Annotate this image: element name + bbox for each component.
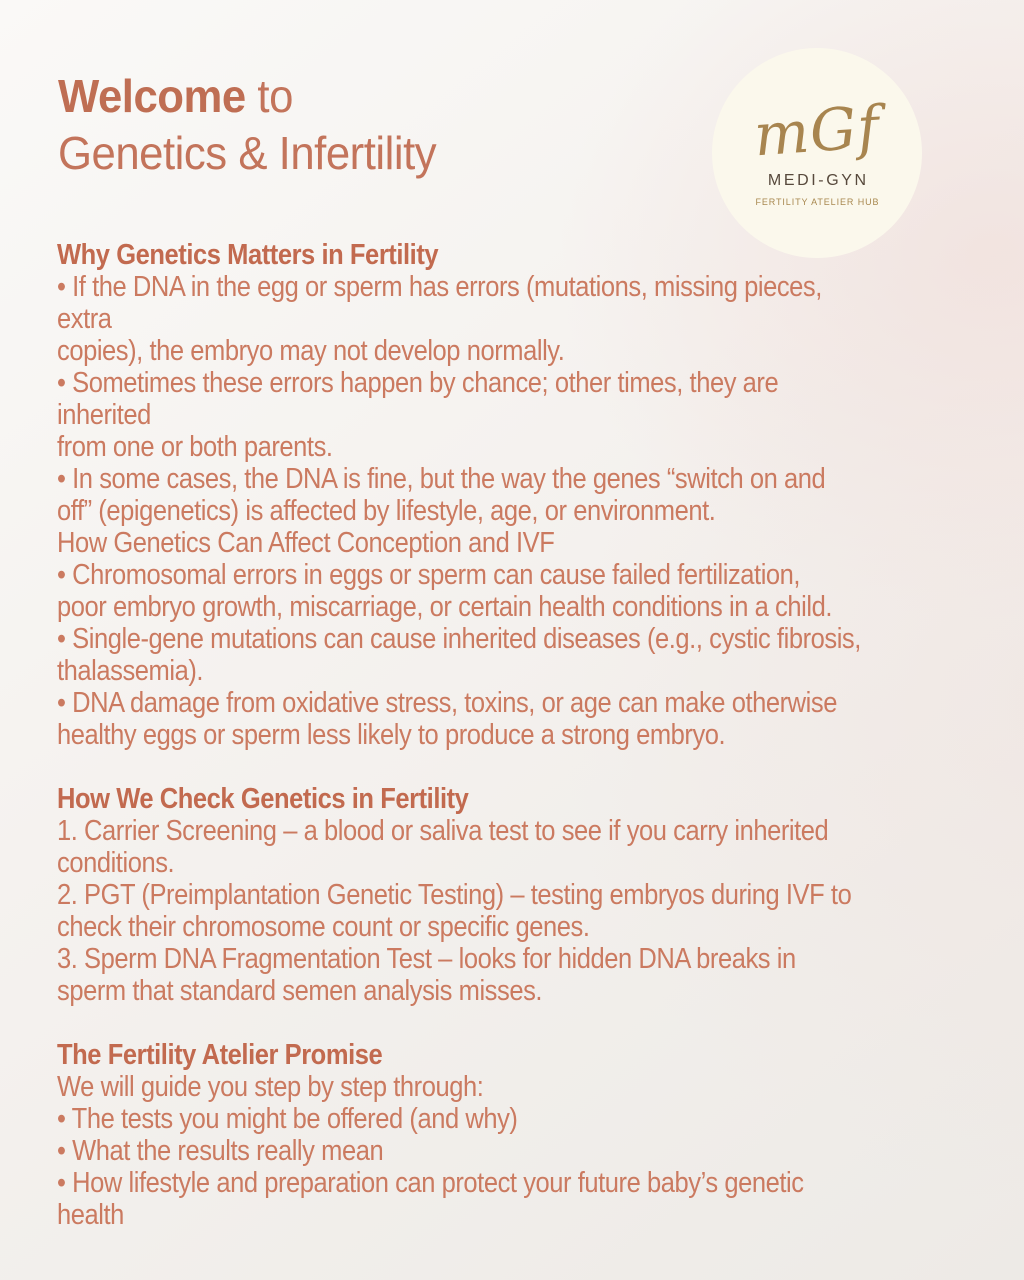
body-line: • How lifestyle and preparation can protect your future baby’s genetic bbox=[57, 1167, 804, 1199]
body-line: 1. Carrier Screening – a blood or saliva test to see if you carry inherited bbox=[57, 815, 829, 847]
body-line: health bbox=[57, 1199, 124, 1231]
body-line: healthy eggs or sperm less likely to produce a strong embryo. bbox=[57, 719, 726, 751]
body-line: check their chromosome count or specific genes. bbox=[57, 911, 590, 943]
section-why-genetics-matters bbox=[57, 239, 937, 751]
section-heading: Why Genetics Matters in Fertility bbox=[57, 239, 439, 271]
body-line: thalassemia). bbox=[57, 655, 204, 687]
page-title bbox=[58, 68, 436, 182]
body-line: extra bbox=[57, 303, 112, 335]
subheading-how-genetics-affects-ivf: How Genetics Can Affect Conception and IVF bbox=[57, 527, 555, 559]
section-fertility-atelier-promise bbox=[57, 1039, 937, 1231]
logo-tagline: FERTILITY ATELIER HUB bbox=[755, 196, 880, 207]
body-line: 2. PGT (Preimplantation Genetic Testing) – testing embryos during IVF to bbox=[57, 879, 852, 911]
title-to: to bbox=[245, 70, 293, 122]
body-line: off” (epigenetics) is affected by lifestyle, age, or environment. bbox=[57, 495, 716, 527]
body-line: • If the DNA in the egg or sperm has errors (mutations, missing pieces, bbox=[57, 271, 822, 303]
body-line: • What the results really mean bbox=[57, 1135, 384, 1167]
title-subject: Genetics & Infertility bbox=[58, 127, 437, 179]
body-line: poor embryo growth, miscarriage, or certain health conditions in a child. bbox=[57, 591, 832, 623]
body-copy bbox=[57, 239, 937, 1231]
section-how-we-check-genetics bbox=[57, 783, 937, 1007]
body-line: • DNA damage from oxidative stress, toxins, or age can make otherwise bbox=[57, 687, 837, 719]
body-line: sperm that standard semen analysis misses. bbox=[57, 975, 543, 1007]
logo-clinic-name: MEDI-GYN bbox=[767, 171, 869, 189]
section-heading: How We Check Genetics in Fertility bbox=[57, 783, 469, 815]
body-line: copies), the embryo may not develop normally. bbox=[57, 335, 565, 367]
body-line: inherited bbox=[57, 399, 151, 431]
body-line: 3. Sperm DNA Fragmentation Test – looks for hidden DNA breaks in bbox=[57, 943, 796, 975]
section-heading: The Fertility Atelier Promise bbox=[57, 1039, 383, 1071]
title-welcome: Welcome bbox=[58, 70, 246, 122]
body-line: • In some cases, the DNA is fine, but the way the genes “switch on and bbox=[57, 463, 826, 495]
body-line: • Chromosomal errors in eggs or sperm can cause failed fertilization, bbox=[57, 559, 801, 591]
body-line: • The tests you might be offered (and why) bbox=[57, 1103, 518, 1135]
body-line: • Sometimes these errors happen by chance; other times, they are bbox=[57, 367, 779, 399]
body-line: from one or both parents. bbox=[57, 431, 333, 463]
body-line: We will guide you step by step through: bbox=[57, 1071, 484, 1103]
clinic-logo-badge bbox=[712, 48, 922, 258]
logo-monogram-icon: mGf bbox=[751, 92, 883, 169]
body-line: conditions. bbox=[57, 847, 175, 879]
body-line: • Single-gene mutations can cause inherited diseases (e.g., cystic fibrosis, bbox=[57, 623, 861, 655]
